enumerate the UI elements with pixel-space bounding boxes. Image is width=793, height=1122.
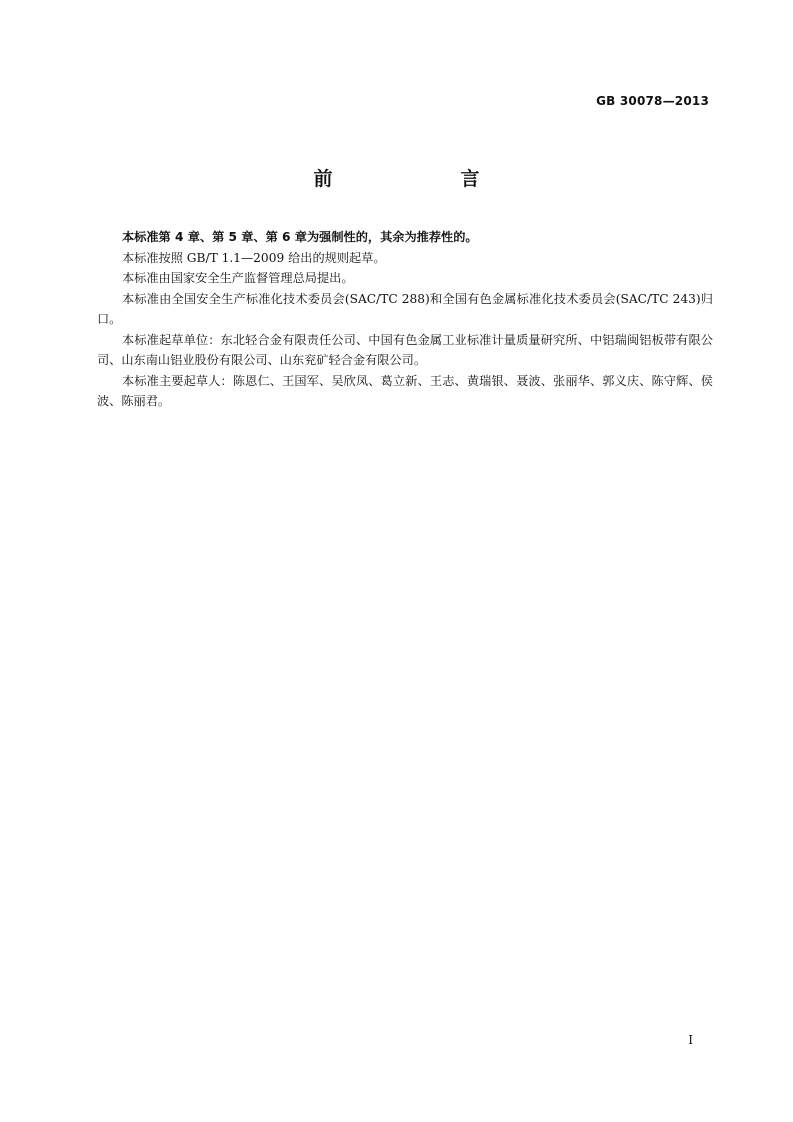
page-number: I: [688, 1033, 693, 1047]
paragraph-technical-committee: 本标准由全国安全生产标准化技术委员会(SAC/TC 288)和全国有色金属标准化技术委员会(SAC/TC 243)归口。: [97, 291, 713, 326]
paragraph-proposer: 本标准由国家安全生产监督管理总局提出。: [122, 271, 354, 285]
paragraph-drafters: 本标准主要起草人：陈恩仁、王国军、吴欣凤、葛立新、王志、黄瑞银、聂波、张丽华、郭义庆、陈守辉、侯波、陈丽君。: [97, 373, 713, 408]
standard-code: GB 30078—2013: [596, 94, 709, 108]
paragraph-drafting-units: 本标准起草单位：东北轻合金有限责任公司、中国有色金属工业标准计量质量研究所、中铝瑞闽铝板带有限公司、山东南山铝业股份有限公司、山东兖矿轻合金有限公司。: [97, 332, 713, 367]
paragraph-drafting-rules: 本标准按照 GB/T 1.1—2009 给出的规则起草。: [122, 250, 386, 265]
foreword-body: [97, 227, 713, 412]
paragraph-mandatory-clauses: 本标准第 4 章、第 5 章、第 6 章为强制性的，其余为推荐性的。: [122, 230, 478, 244]
section-heading: 前 言: [313, 168, 510, 190]
